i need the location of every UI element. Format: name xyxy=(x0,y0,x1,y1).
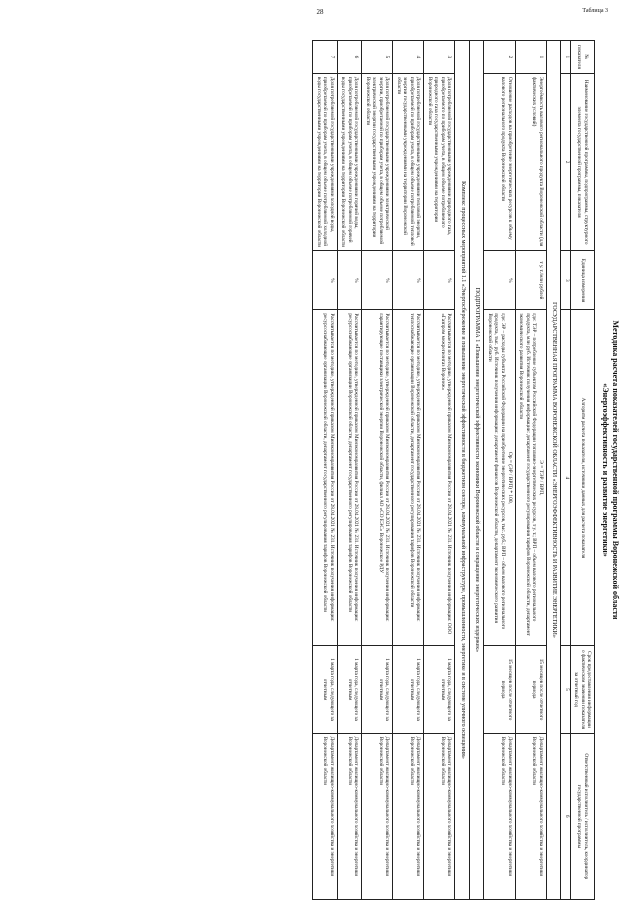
row-unit: т у. т./млн рублей xyxy=(515,251,546,310)
header-algorithm: Алгоритм расчета показателя, источники данных для расчета показателя xyxy=(570,310,595,646)
row-algorithm xyxy=(484,310,515,646)
row-unit: % xyxy=(362,251,393,310)
row-indicator-name: Доля потребляемой государственными учреждениями горячей воды, приобретаемой по приборам учета, в общем объеме потребляемой горячей воды государственными учреждениями на территории Воронежской области xyxy=(337,73,362,251)
col-number: 5 xyxy=(561,646,570,733)
table-label: Таблица 3 xyxy=(582,8,608,14)
row-indicator-name: Доля потребляемой государственными учреждениями природного газа, приобретаемого по приборам учета, в общем объеме потребляемого природного газа государственными учреждениями на территории Воронежской области xyxy=(424,73,455,251)
column-numbers-row xyxy=(561,41,570,900)
row-algorithm-text: Рассчитывается по методике, утвержденной приказом Минэкономразвития России от 28.04.2021 № 231. Источник получения информации: ресурсоснабжающие организации Воронежской области, департамент государственного регулирования тарифов Воронежской области xyxy=(346,313,360,622)
row-algorithm-text: Рассчитывается по методике, утвержденной приказом Минэкономразвития России от 28.04.2021 № 231. Источник получения информации: ООО «Газпром межрегионгаз Воронеж» xyxy=(439,313,453,635)
row-unit: % xyxy=(424,251,455,310)
row-algorithm xyxy=(393,310,424,646)
row-algorithm-text: где: ЭР – расходы субъекта Российской Федерации на приобретение энергетических ресурсов, тыс. руб.; ВРП – объем валового регионального продукта, тыс. руб. Источник получения информации: департамент финансов Воронежской области, департамент экономического развития Воронежской области xyxy=(486,313,506,630)
row-formula: Ор = (ЭР / ВРП) * 100, xyxy=(506,451,513,504)
title-line-2: «Энергоэффективность и развитие энергетики» xyxy=(600,383,610,557)
table-row xyxy=(337,41,362,900)
table-row xyxy=(313,41,338,900)
row-indicator-name: Доля потребляемой государственными учреждениями электрической энергии, приобретаемой по приборам учета, в общем объеме потребляемой электрической энергии государственными учреждениями на территории Воронежской области xyxy=(362,73,393,251)
row-unit: % xyxy=(393,251,424,310)
table-row xyxy=(515,41,546,900)
row-number: 5 xyxy=(362,41,393,74)
header-name: Наименование государственной программы, подпрограммы, структурного элемента государственной программы, показателя xyxy=(570,73,595,251)
row-deadline: 1 марта года, следующего за отчетным xyxy=(313,646,338,733)
title-line-1: Методика расчета показателей государственной программы Воронежской области xyxy=(611,320,620,620)
row-algorithm xyxy=(337,310,362,646)
table-row xyxy=(424,41,455,900)
row-number: 1 xyxy=(515,41,546,74)
section-event-row xyxy=(455,41,470,900)
indicators-table xyxy=(312,40,595,900)
row-algorithm-text: где: ТЭР – потребление субъектом Российской Федерации топливно-энергетических ресурсов, т у. т.; ВРП – объем валового регионального продукта, млн руб. Источник получения информации: департамент государственного регулирования тарифов Воронежской области, департамент экономического развития Воронежской области xyxy=(518,313,538,636)
row-algorithm xyxy=(515,310,546,646)
page-number: 28 xyxy=(316,8,324,16)
row-number: 6 xyxy=(337,41,362,74)
row-responsible: Департамент жилищно-коммунального хозяйства и энергетики Воронежской области xyxy=(362,733,393,899)
row-indicator-name: Доля потребляемой государственными учреждениями холодной воды, приобретаемой по приборам учета, в общем объеме потребляемой холодной воды государственными учреждениями на территории Воронежской области xyxy=(313,73,338,251)
row-deadline: 1 марта года, следующего за отчетным xyxy=(424,646,455,733)
header-row xyxy=(570,41,595,900)
row-unit: % xyxy=(313,251,338,310)
row-number: 7 xyxy=(313,41,338,74)
rotated-document xyxy=(40,40,620,900)
section-subprogram-row xyxy=(469,41,484,900)
header-deadline: Срок предоставления информации о фактическом значении показателя за отчетный год xyxy=(570,646,595,733)
col-number: 2 xyxy=(561,73,570,251)
section-event: Комплекс процессных мероприятий 1.1 «Энергосбережение и повышение энергетической эффективности в бюджетном секторе, коммунальной инфраструктуре, промышленности, энергетике и в системе уличного освещения» xyxy=(455,41,470,900)
row-algorithm xyxy=(424,310,455,646)
table-row xyxy=(362,41,393,900)
row-algorithm-text: Рассчитывается по методике, утвержденной приказом Минэкономразвития России от 28.04.2021 № 231. Источник получения информации: теплоснабжающие организации Воронежской области, департамент государственного регулирования тарифов Воронежской области xyxy=(408,313,422,622)
row-responsible: Департамент жилищно-коммунального хозяйства и энергетики Воронежской области xyxy=(313,733,338,899)
row-deadline: 1 марта года, следующего за отчетным xyxy=(337,646,362,733)
header-responsible: Ответственный исполнитель / исполнитель, координатор государственной программы xyxy=(570,733,595,899)
row-deadline: 15 месяцев после отчетного периода xyxy=(515,646,546,733)
section-program-row xyxy=(546,41,561,900)
row-algorithm xyxy=(313,310,338,646)
row-algorithm-text: Рассчитывается по методике, утвержденной приказом Минэкономразвития России от 28.04.2021 № 231. Источник получения информации: ресурсоснабжающие организации Воронежской области, департамент государственного регулирования тарифов Воронежской области xyxy=(322,313,335,622)
col-number: 1 xyxy=(561,41,570,74)
row-indicator-name: Отношение расходов на приобретение энергетических ресурсов к объему валового регионального продукта Воронежской области xyxy=(484,73,515,251)
row-responsible: Департамент жилищно-коммунального хозяйства и энергетики Воронежской области xyxy=(393,733,424,899)
row-responsible: Департамент жилищно-коммунального хозяйства и энергетики Воронежской области xyxy=(337,733,362,899)
table-body xyxy=(313,41,561,900)
row-algorithm xyxy=(362,310,393,646)
row-algorithm-text: Рассчитывается по методике, утвержденной приказом Минэкономразвития России от 28.04.2021 № 231. Источник получения информации: гарантирующие поставщики электрической энергии Воронежской области, филиал АО «СО ЕЭС» Воронежское РДУ xyxy=(377,313,391,622)
row-deadline: 1 марта года, следующего за отчетным xyxy=(362,646,393,733)
document-title xyxy=(599,40,620,900)
col-number: 3 xyxy=(561,251,570,310)
header-unit: Единица измерения xyxy=(570,251,595,310)
row-deadline: 1 марта года, следующего за отчетным xyxy=(393,646,424,733)
row-responsible: Департамент жилищно-коммунального хозяйства и энергетики Воронежской области xyxy=(484,733,515,899)
row-indicator-name: Энергоёмкость валового регионального продукта Воронежской области (для фактических условий) xyxy=(515,73,546,251)
row-responsible: Департамент жилищно-коммунального хозяйства и энергетики Воронежской области xyxy=(515,733,546,899)
row-number: 2 xyxy=(484,41,515,74)
section-subprogram: ПОДПРОГРАММА 1 «Повышение энергетической эффективности экономики Воронежской области и сокращение энергетических издержек» xyxy=(469,41,484,900)
row-number: 4 xyxy=(393,41,424,74)
col-number: 4 xyxy=(561,310,570,646)
row-indicator-name: Доля потребляемой государственными учреждениями тепловой энергии, приобретаемой по приборам учета, в общем объеме потребляемой тепловой энергии государственными учреждениями на территории Воронежской области xyxy=(393,73,424,251)
col-number: 6 xyxy=(561,733,570,899)
row-responsible: Департамент жилищно-коммунального хозяйства и энергетики Воронежской области xyxy=(424,733,455,899)
row-number: 3 xyxy=(424,41,455,74)
row-unit: % xyxy=(484,251,515,310)
header-number: № показателя xyxy=(570,41,595,74)
row-formula: Э = ТЭР / ВРП, xyxy=(537,460,544,496)
row-unit: % xyxy=(337,251,362,310)
section-program: ГОСУДАРСТВЕННАЯ ПРОГРАММА ВОРОНЕЖСКОЙ ОБЛАСТИ «ЭНЕРГОЭФФЕКТИВНОСТЬ И РАЗВИТИЕ ЭНЕРГЕТИКИ» xyxy=(546,41,561,900)
table-row xyxy=(484,41,515,900)
table-row xyxy=(393,41,424,900)
row-deadline: 15 месяцев после отчетного периода xyxy=(484,646,515,733)
